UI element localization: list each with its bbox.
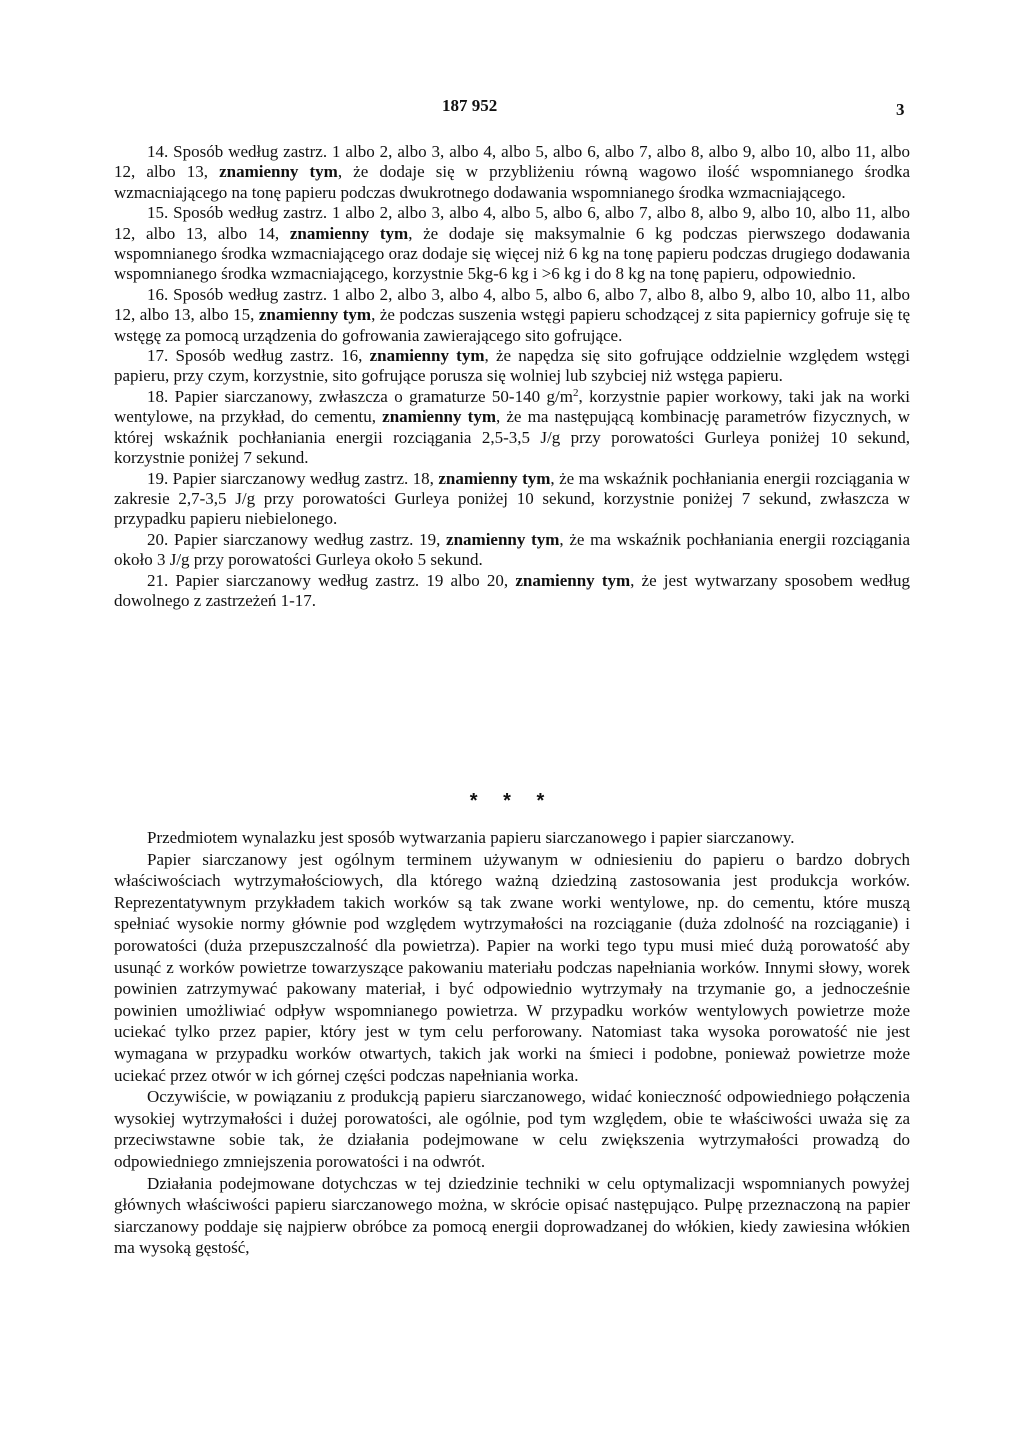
section-separator: * * * xyxy=(469,790,555,812)
claims-section xyxy=(114,142,910,611)
claim-keyword: znamienny tym xyxy=(515,570,631,590)
claim-keyword: znamienny tym xyxy=(438,468,551,488)
page-number: 3 xyxy=(896,100,905,119)
body-paragraph: Działania podejmowane dotychczas w tej dziedzinie techniki w celu optymalizacji wspomnianych powyżej głównych właściwości papieru siarczanowego można, w skrócie opisać następująco. Pulpę przeznaczoną na papier siarczanowy poddaje się najpierw obróbce za pomocą energii doprowadzanej do włókien, kiedy zawiesina włókien ma wysoką gęstość, xyxy=(114,1173,910,1258)
claim-keyword: znamienny tym xyxy=(258,305,372,325)
claim-19: 19. Papier siarczanowy według zastrz. 18, znamienny tym, że ma wskaźnik pochłaniania energii rozciągania w zakresie 2,7-3,5 J/g przy porowatości Gurleya poniżej 10 sekund, korzystnie poniżej 7 sekund, zwłaszcza w przypadku papieru niebielonego. xyxy=(114,468,910,529)
claim-keyword: znamienny tym xyxy=(289,223,409,243)
body-paragraph: Papier siarczanowy jest ogólnym terminem używanym w odniesieniu do papieru o bardzo dobrych właściwościach wytrzymałościowych, dla którego ważną dziedziną zastosowania jest produkcja worków. Reprezentatywnym przykładem takich worków są tak zwane worki wentylowe, np. do cementu, które muszą spełniać wysokie normy głównie pod względem wytrzymałości na rozciąganie (duża zdolność na rozciąganie) i porowatości (duża przepuszczalność dla powietrza). Papier na worki tego typu musi mieć dużą porowatość aby usunąć z worków powietrze towarzyszące pakowaniu materiału podczas napełniania worków. Innymi słowy, worek powinien zatrzymywać pakowany materiał, i być odpowiednio wytrzymały na trzymanie go, a jednocześnie powinien umożliwiać odpływ wspomnianego powietrza. W przypadku worków wentylowych powietrze może uciekać tylko przez papier, który jest w tym celu perforowany. Natomiast taka wysoka porowatość nie jest wymagana w przypadku worków otwartych, takich jak worki na śmieci i podobne, ponieważ powietrze może uciekać przez otwór w ich górnej części podczas napełniania worka. xyxy=(114,849,910,1085)
claim-16: 16. Sposób według zastrz. 1 albo 2, albo 3, albo 4, albo 5, albo 6, albo 7, albo 8, albo 9, albo 10, albo 11, albo 12, albo 13, albo 15, znamienny tym, że podczas suszenia wstęgi papieru schodzącej z sita papiernicy gofruje się tę wstęgę za pomocą urządzenia do gofrowania zawierającego sito gofrujące. xyxy=(114,284,910,345)
claim-17: 17. Sposób według zastrz. 16, znamienny tym, że napędza się sito gofrujące oddzielnie względem wstęgi papieru, przy czym, korzystnie, sito gofrujące porusza się wolniej lub szybciej niż wstęga papieru. xyxy=(114,346,910,386)
claim-keyword: znamienny tym xyxy=(219,162,338,182)
page-header xyxy=(0,96,1024,120)
claim-keyword: znamienny tym xyxy=(369,346,485,366)
claim-18: 18. Papier siarczanowy, zwłaszcza o gramaturze 50-140 $g/m^2$, korzystnie papier workowy, taki jak na worki wentylowe, na przykład, do cementu, znamienny tym, że ma następującą kombinację parametrów fizycznych, w której wskaźnik pochłaniania energii rozciągania 2,5-3,5 J/g przy porowatości Gurleya poniżej 10 sekund, korzystnie poniżej 7 sekund. xyxy=(114,386,910,468)
document-number: 187 952 xyxy=(442,96,498,115)
superscript: 2 xyxy=(572,386,579,399)
body-paragraph: Oczywiście, w powiązaniu z produkcją papieru siarczanowego, widać konieczność odpowiedniego połączenia wysokiej wytrzymałości i dużej porowatości, ale ogólnie, pod tym względem, obie te właściwości uważa się za przeciwstawne sobie tak, że działania podejmowane w celu zwiększenia wytrzymałości prowadzą do odpowiedniego zmniejszenia porowatości i na odwrót. xyxy=(114,1087,910,1171)
body-paragraph: Przedmiotem wynalazku jest sposób wytwarzania papieru siarczanowego i papier siarczanowy. xyxy=(147,828,795,847)
claim-20: 20. Papier siarczanowy według zastrz. 19, znamienny tym, że ma wskaźnik pochłaniania energii rozciągania około 3 J/g przy porowatości Gurleya około 5 sekund. xyxy=(114,529,910,570)
claim-keyword: znamienny tym xyxy=(382,407,496,427)
claim-14: 14. Sposób według zastrz. 1 albo 2, albo 3, albo 4, albo 5, albo 6, albo 7, albo 8, albo 9, albo 10, albo 11, albo 12, albo 13, znamienny tym, że dodaje się w przybliżeniu równą wagowo ilość wspomnianego środka wzmacniającego na tonę papieru podczas dwukrotnego dodawania wspomnianego środka wzmacniającego. xyxy=(114,142,910,202)
claim-15: 15. Sposób według zastrz. 1 albo 2, albo 3, albo 4, albo 5, albo 6, albo 7, albo 8, albo 9, albo 10, albo 11, albo 12, albo 13, albo 14, znamienny tym, że dodaje się maksymalnie 6 kg podczas pierwszego dodawania wspomnianego środka wzmacniającego oraz dodaje się więcej niż 6 kg na tonę papieru podczas drugiego dodawania wspomnianego środka wzmacniającego, korzystnie 5kg-6 kg i >6 kg i do 8 kg na tonę papieru, odpowiednio. xyxy=(114,203,910,284)
description-section xyxy=(114,827,910,1259)
claim-keyword: znamienny tym xyxy=(446,529,560,549)
claim-21: 21. Papier siarczanowy według zastrz. 19 albo 20, znamienny tym, że jest wytwarzany sposobem według dowolnego z zastrzeżeń 1-17. xyxy=(114,570,910,610)
